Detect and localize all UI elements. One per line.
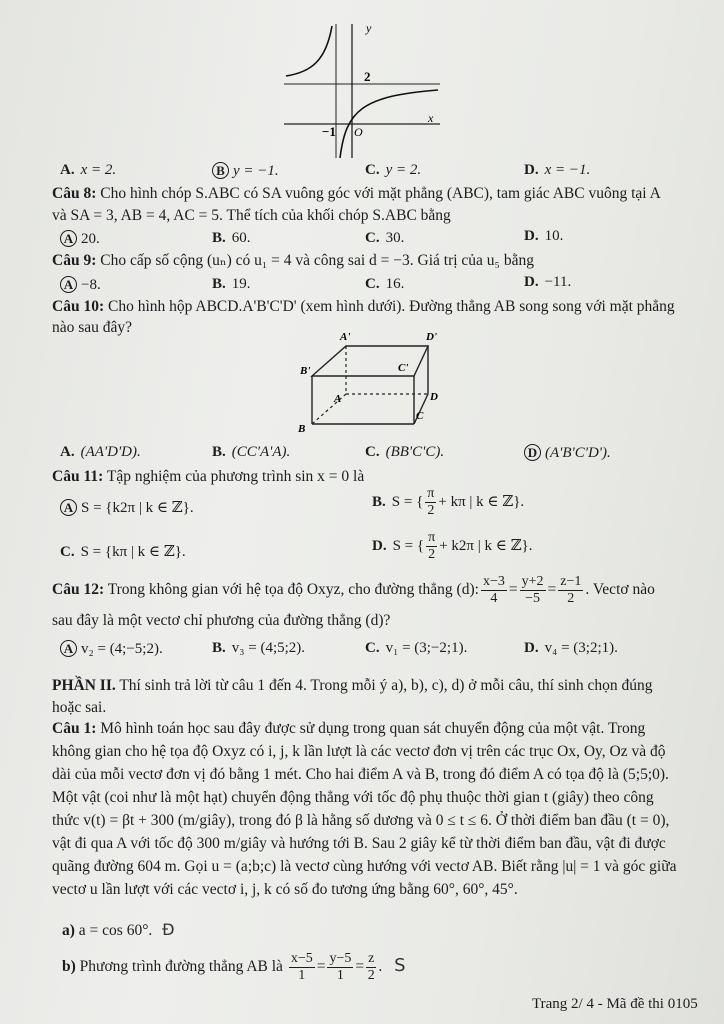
fraction bbox=[520, 574, 546, 607]
fraction-numerator: z bbox=[368, 950, 375, 966]
fraction-denominator: 1 bbox=[298, 967, 306, 983]
p2q1-line: dài của mỗi vectơ đơn vị đó bằng 1 mét. Cho hai điểm A và B, trong đó điểm A có tọa độ là (5;5;0). bbox=[52, 766, 669, 783]
option-text: 30. bbox=[385, 230, 405, 246]
option-text: 16. bbox=[385, 276, 405, 292]
q11-option-a[interactable] bbox=[60, 498, 194, 517]
fraction-denominator: 1 bbox=[336, 967, 344, 983]
question-label: Câu 1: bbox=[52, 720, 97, 737]
q9-option-a[interactable] bbox=[60, 276, 101, 294]
p2q1-line: vật đi qua A với tốc độ 300 m/giây và hướng tới B. Sau 2 giây kể từ thời điểm ban đầu, vật đi được bbox=[52, 835, 666, 852]
circled-answer: A bbox=[60, 499, 77, 516]
fraction bbox=[558, 574, 583, 607]
part2-heading-line2: hoặc sai. bbox=[52, 699, 107, 716]
q7-option-a[interactable] bbox=[60, 162, 116, 179]
fraction bbox=[366, 951, 376, 984]
option-text: v₃ = (4;5;2). bbox=[231, 640, 306, 656]
option-text: S = {k2π | k ∈ ℤ}. bbox=[81, 500, 194, 516]
circled-answer: A bbox=[60, 230, 77, 247]
question-text: Tập nghiệm của phương trình sin x = 0 là bbox=[106, 468, 365, 485]
vertex-label: D' bbox=[426, 331, 437, 343]
q8-line2: và SA = 3, AB = 4, AC = 5. Thể tích của khối chóp S.ABC bằng bbox=[52, 207, 451, 224]
vertex-label: C bbox=[416, 410, 424, 422]
q8-option-d[interactable] bbox=[524, 228, 563, 245]
option-text: (BB'C'C). bbox=[385, 444, 445, 460]
option-text: + k2π | k ∈ ℤ}. bbox=[439, 537, 533, 554]
vertex-label: A bbox=[334, 393, 342, 405]
question-label: Câu 12: bbox=[52, 581, 105, 598]
fraction-numerator: π bbox=[428, 530, 436, 545]
option-text: S = { bbox=[391, 493, 424, 510]
p2q1-line: Một vật (coi như là một hạt) chuyển động thẳng với tốc độ phụ thuộc thời gian t (giây) theo công bbox=[52, 789, 654, 806]
y-label: y bbox=[366, 21, 372, 35]
fraction bbox=[425, 486, 436, 519]
option-label: C. bbox=[365, 162, 380, 178]
option-text: x = −1. bbox=[544, 162, 591, 178]
q8-option-c[interactable] bbox=[365, 230, 404, 247]
question-label: Câu 8: bbox=[52, 185, 97, 202]
option-label: C. bbox=[60, 544, 75, 560]
question-text: Trong không gian với hệ tọa độ Oxyz, cho đường thẳng (d): bbox=[107, 581, 479, 598]
fraction-numerator: y+2 bbox=[521, 573, 544, 589]
q12-line1: Câu 12: Trong không gian với hệ tọa độ Oxyz, cho đường thẳng (d): $\frac{x-3}{4}$ = $\frac{y+2}{-5}$ = $\frac{z-1}{2}$ . Vectơ nào bbox=[52, 573, 655, 606]
q8-option-b[interactable] bbox=[212, 230, 251, 247]
fraction-numerator: x−5 bbox=[290, 950, 313, 966]
question-label: Câu 10: bbox=[52, 298, 105, 315]
item-label: b) bbox=[62, 958, 76, 975]
q10-option-d[interactable] bbox=[524, 444, 611, 462]
q12-option-a[interactable] bbox=[60, 640, 163, 658]
question-text: Cho hình hộp ABCD.A'B'C'D' (xem hình dưới). Đường thẳng AB song song với mặt phẳng bbox=[107, 298, 675, 315]
option-label: D. bbox=[524, 228, 539, 244]
fraction bbox=[289, 951, 315, 984]
question-text: . Vectơ nào bbox=[585, 581, 655, 598]
option-text: S = { bbox=[392, 537, 425, 554]
option-label: C. bbox=[365, 640, 380, 656]
option-text: v₂ = (4;−5;2). bbox=[81, 641, 163, 657]
question-label: Câu 11: bbox=[52, 468, 104, 485]
part-label: PHẦN II. bbox=[52, 677, 116, 694]
option-label: D. bbox=[372, 537, 387, 554]
q10-line2: nào sau đây? bbox=[52, 319, 133, 336]
p2q1-line: thức v(t) = βt + 300 (m/giây), trong đó β là hằng số dương và 0 ≤ t ≤ 6. Ở thời điểm ban đầu (t = 0), bbox=[52, 812, 670, 829]
fraction-numerator: z−1 bbox=[560, 573, 582, 589]
fraction-numerator: y−5 bbox=[329, 950, 352, 966]
circled-answer: D bbox=[524, 444, 541, 461]
vertex-label: C' bbox=[398, 362, 409, 374]
option-label: B. bbox=[212, 276, 226, 292]
option-text: −8. bbox=[81, 277, 101, 293]
vertex-label: D bbox=[430, 391, 438, 403]
option-text: −11. bbox=[544, 274, 572, 290]
option-text: 20. bbox=[81, 231, 100, 247]
q12-option-b[interactable] bbox=[212, 640, 305, 657]
fraction-denominator: −5 bbox=[525, 590, 540, 606]
option-text: v₁ = (3;−2;1). bbox=[385, 640, 468, 656]
option-label: A. bbox=[60, 444, 75, 460]
fraction-denominator: 2 bbox=[367, 967, 375, 983]
q10-line1 bbox=[52, 297, 675, 317]
q9-option-d[interactable] bbox=[524, 274, 571, 291]
fraction-denominator: 2 bbox=[567, 590, 575, 606]
q8-option-a[interactable] bbox=[60, 230, 100, 248]
option-text: 60. bbox=[231, 230, 251, 246]
page-footer: Trang 2/ 4 - Mã đề thi 0105 bbox=[532, 996, 698, 1012]
option-text: S = {kπ | k ∈ ℤ}. bbox=[80, 544, 186, 560]
parallelepiped-figure bbox=[290, 328, 450, 440]
circled-answer: B bbox=[212, 162, 229, 179]
q7-option-c[interactable] bbox=[365, 162, 421, 179]
question-text: Mô hình toán học sau đây được sử dụng trong quan sát chuyển động của một vật. Trong bbox=[100, 720, 646, 737]
vertex-label: B bbox=[298, 423, 306, 435]
q11-option-d[interactable] bbox=[372, 530, 532, 563]
p2q1-item-b[interactable]: b) Phương trình đường thẳng AB là $\frac{x-5}{1}$ = $\frac{y-5}{1}$ = $\frac{z}{2}$ . S bbox=[62, 950, 406, 983]
option-label: A. bbox=[60, 162, 75, 178]
q11-option-b[interactable] bbox=[372, 486, 524, 519]
question-text: Cho cấp số cộng (uₙ) có u₁ = 4 và công sai d = −3. Giá trị của u₅ bằng bbox=[100, 252, 534, 269]
handwritten-mark: S bbox=[394, 955, 406, 976]
p2q1-body bbox=[52, 717, 712, 901]
label-neg1: −1 bbox=[322, 124, 336, 139]
option-text: y = 2. bbox=[385, 162, 422, 178]
part-text: Thí sinh trả lời từ câu 1 đến 4. Trong mỗi ý a), b), c), d) ở mỗi câu, thí sinh chọn đúng bbox=[115, 677, 653, 694]
option-label: C. bbox=[365, 230, 380, 246]
option-label: B. bbox=[212, 640, 226, 656]
x-label: x bbox=[428, 111, 434, 125]
top-face bbox=[312, 346, 428, 376]
option-label: D. bbox=[524, 274, 539, 290]
fraction-denominator: 2 bbox=[428, 547, 436, 562]
fraction-denominator: 2 bbox=[427, 503, 435, 518]
handwritten-mark: Đ bbox=[162, 920, 175, 939]
question-text: Cho hình chóp S.ABC có SA vuông góc với mặt phẳng (ABC), tam giác ABC vuông tại A bbox=[100, 185, 661, 202]
fraction-numerator: x−3 bbox=[482, 573, 505, 589]
circled-answer: A bbox=[60, 640, 77, 657]
fraction-denominator: 4 bbox=[490, 590, 498, 606]
question-label: Câu 9: bbox=[52, 252, 97, 269]
option-label: B. bbox=[372, 493, 386, 510]
q12-line2: sau đây là một vectơ chỉ phương của đường thẳng (d)? bbox=[52, 612, 391, 629]
option-label: C. bbox=[365, 276, 380, 292]
fraction bbox=[426, 530, 437, 563]
option-text: 19. bbox=[231, 276, 251, 292]
q10-option-a[interactable] bbox=[60, 444, 141, 461]
p2q1-line: quãng đường 604 m. Gọi u = (a;b;c) là vectơ cùng hướng với vectơ AB. Biết rằng |u| = 1 và góc giữa bbox=[52, 858, 677, 875]
q7-option-d[interactable] bbox=[524, 162, 590, 179]
p2q1-line: không gian cho hệ tọa độ Oxyz có i, j, k lần lượt là các vectơ đơn vị trên các trục Ox, Oy, Oz và độ bbox=[52, 743, 666, 760]
vertex-label: A' bbox=[340, 331, 351, 343]
vertex-label: B' bbox=[300, 365, 311, 377]
p2q1-line: vectơ u lần lượt với các vectơ i, j, k có số đo tương ứng bằng 60°, 60°, 45°. bbox=[52, 881, 518, 898]
item-text: . bbox=[378, 958, 383, 975]
option-text: (CC'A'A). bbox=[231, 444, 291, 460]
option-text: + kπ | k ∈ ℤ}. bbox=[438, 493, 525, 510]
option-text: (A'B'C'D'). bbox=[545, 445, 611, 461]
option-label: D. bbox=[524, 640, 539, 656]
q12-option-d[interactable] bbox=[524, 640, 618, 657]
q9-option-c[interactable] bbox=[365, 276, 404, 293]
asymptote-graph bbox=[282, 20, 442, 160]
label-origin: O bbox=[354, 125, 363, 139]
fraction bbox=[327, 951, 353, 984]
q8-line1 bbox=[52, 184, 661, 204]
fraction-numerator: π bbox=[427, 486, 435, 501]
q10-option-b[interactable] bbox=[212, 444, 290, 461]
part2-heading bbox=[52, 676, 653, 696]
option-text: (AA'D'D). bbox=[80, 444, 141, 460]
option-label: D. bbox=[524, 162, 539, 178]
option-text: 10. bbox=[544, 228, 564, 244]
option-label: C. bbox=[365, 444, 380, 460]
option-label: B. bbox=[212, 444, 226, 460]
q11-option-c[interactable] bbox=[60, 542, 186, 561]
p2q1-line bbox=[52, 717, 712, 740]
left-branch bbox=[286, 26, 332, 76]
q9-line1 bbox=[52, 251, 534, 271]
q12-option-c[interactable] bbox=[365, 640, 467, 657]
option-text: y = −1. bbox=[233, 163, 279, 179]
p2q1-item-a[interactable] bbox=[62, 920, 175, 941]
item-text: Phương trình đường thẳng AB là bbox=[79, 958, 283, 975]
q7-option-b[interactable] bbox=[212, 162, 279, 180]
q11-line1 bbox=[52, 467, 364, 487]
option-text: x = 2. bbox=[80, 162, 117, 178]
label-2: 2 bbox=[364, 69, 371, 84]
circled-answer: A bbox=[60, 276, 77, 293]
q10-option-c[interactable] bbox=[365, 444, 444, 461]
item-text: a = cos 60°. bbox=[78, 922, 153, 939]
fraction bbox=[481, 574, 507, 607]
item-label: a) bbox=[62, 922, 75, 939]
option-label: B. bbox=[212, 230, 226, 246]
option-text: v₄ = (3;2;1). bbox=[544, 640, 618, 656]
q9-option-b[interactable] bbox=[212, 276, 251, 293]
